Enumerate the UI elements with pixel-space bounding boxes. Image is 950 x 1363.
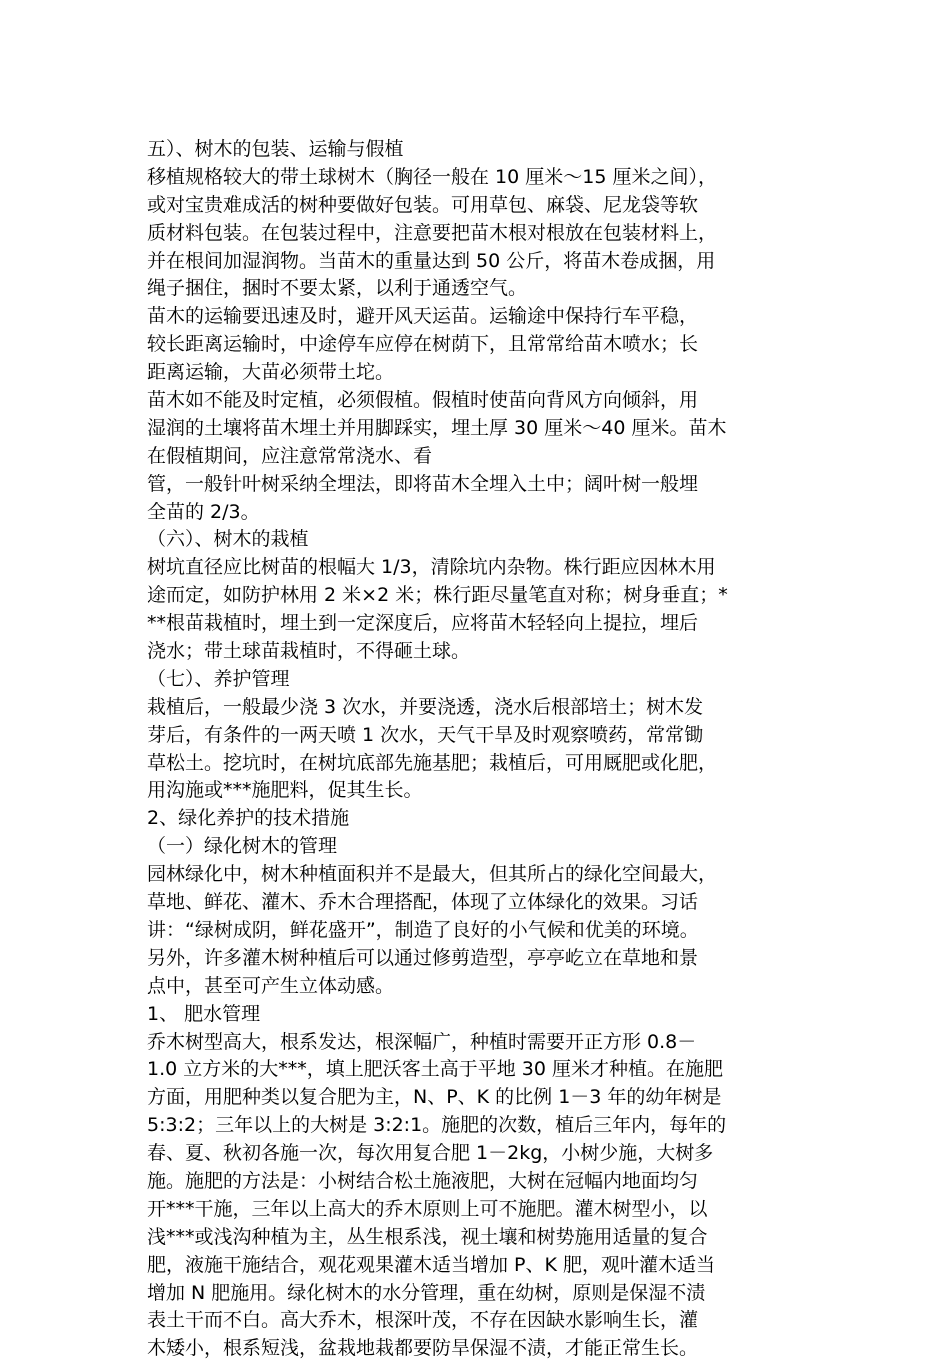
text-line: 苗木的运输要迅速及时，避开风天运苗。运输途中保持行车平稳， <box>147 305 699 328</box>
text-line: 施。施肥的方法是：小树结合松土施液肥，大树在冠幅内地面均匀 <box>147 1169 699 1192</box>
text-line: 栽植后，一般最少浇 3 次水，并要浇透，浇水后根部培土；树木发 <box>147 695 704 718</box>
text-line: 管，一般针叶树采纳全埋法，即将苗木全埋入土中；阔叶树一般埋 <box>147 472 699 495</box>
text-line: 肥，液施干施结合，观花观果灌木适当增加 P、K 肥，观叶灌木适当 <box>147 1253 715 1276</box>
text-line: 木矮小，根系短浅，盆栽地栽都要防旱保湿不渍，才能正常生长。 <box>147 1337 699 1360</box>
text-line: 树坑直径应比树苗的根幅大 1/3，清除坑内杂物。株行距应因林木用 <box>147 556 716 579</box>
text-line: 在假植期间，应注意常常浇水、看 <box>147 444 433 467</box>
text-line: 浇水；带土球苗栽植时，不得砸土球。 <box>147 640 471 663</box>
text-line: 途而定，如防护林用 2 米×2 米；株行距尽量笔直对称；树身垂直；* <box>147 584 728 607</box>
text-line: （一）绿化树木的管理 <box>147 835 338 858</box>
text-line: **根苗栽植时，埋土到一定深度后，应将苗木轻轻向上提拉，埋后 <box>147 612 699 635</box>
document-body <box>147 136 809 1363</box>
text-line: 讲：“绿树成阴，鲜花盛开”，制造了良好的小气候和优美的环境。 <box>147 918 699 941</box>
text-line: 或对宝贵难成活的树种要做好包装。可用草包、麻袋、尼龙袋等软 <box>147 193 699 216</box>
text-line: （六）、树木的栽植 <box>147 528 309 551</box>
text-line: 距离运输，大苗必须带土坨。 <box>147 361 395 384</box>
text-line: 湿润的土壤将苗木埋土并用脚踩实，埋土厚 30 厘米～40 厘米。苗木 <box>147 416 727 439</box>
text-line: 园林绿化中，树木种植面积并不是最大，但其所占的绿化空间最大， <box>147 863 718 886</box>
text-line: 苗木如不能及时定植，必须假植。假植时使苗向背风方向倾斜，用 <box>147 389 699 412</box>
text-line: 1.0 立方米的大***，填上肥沃客土高于平地 30 厘米才种植。在施肥 <box>147 1058 724 1081</box>
text-line: 用沟施或***施肥料，促其生长。 <box>147 779 423 802</box>
text-line: 绳子捆住，捆时不要太紧，以利于通透空气。 <box>147 277 528 300</box>
text-line: 点中，甚至可产生立体动感。 <box>147 974 395 997</box>
text-line: 质材料包装。在包装过程中，注意要把苗木根对根放在包装材料上， <box>147 221 718 244</box>
text-line: （七）、养护管理 <box>147 667 290 690</box>
text-line: 移植规格较大的带土球树木（胸径一般在 10 厘米～15 厘米之间）， <box>147 165 717 188</box>
text-line: 1、 肥水管理 <box>147 1002 261 1025</box>
text-line: 草地、鲜花、灌木、乔木合理搭配，体现了立体绿化的效果。习话 <box>147 891 699 914</box>
text-line: 表土干而不白。高大乔木，根深叶茂，不存在因缺水影响生长，灌 <box>147 1309 699 1332</box>
text-line: 并在根间加湿润物。当苗木的重量达到 50 公斤，将苗木卷成捆，用 <box>147 249 716 272</box>
text-line: 五）、树木的包装、运输与假植 <box>147 138 404 160</box>
text-line: 方面，用肥种类以复合肥为主，N、P、K 的比例 1－3 年的幼年树是 <box>147 1086 722 1109</box>
text-line: 芽后，有条件的一两天喷 1 次水，天气干旱及时观察喷药，常常锄 <box>147 723 704 746</box>
text-line: 5:3:2；三年以上的大树是 3:2:1。施肥的次数，植后三年内，每年的 <box>147 1114 727 1137</box>
text-line: 开***干施，三年以上高大的乔木原则上可不施肥。灌木树型小，以 <box>147 1197 708 1220</box>
text-line: 全苗的 2/3。 <box>147 500 260 523</box>
text-line: 草松土。挖坑时，在树坑底部先施基肥；栽植后，可用厩肥或化肥， <box>147 751 718 774</box>
text-line: 乔木树型高大，根系发达，根深幅广，种植时需要开正方形 0.8－ <box>147 1030 697 1053</box>
text-line: 较长距离运输时，中途停车应停在树荫下，且常常给苗木喷水；长 <box>147 333 699 356</box>
text-line: 浅***或浅沟种植为主，丛生根系浅，视土壤和树势施用适量的复合 <box>147 1225 708 1248</box>
text-line: 2、绿化养护的技术措施 <box>147 807 350 830</box>
text-line: 增加 N 肥施用。绿化树木的水分管理，重在幼树，原则是保湿不渍 <box>147 1281 706 1304</box>
text-line: 春、夏、秋初各施一次，每次用复合肥 1－2kg，小树少施，大树多 <box>147 1142 714 1165</box>
text-line: 另外，许多灌木树种植后可以通过修剪造型，亭亭屹立在草地和景 <box>147 946 699 969</box>
